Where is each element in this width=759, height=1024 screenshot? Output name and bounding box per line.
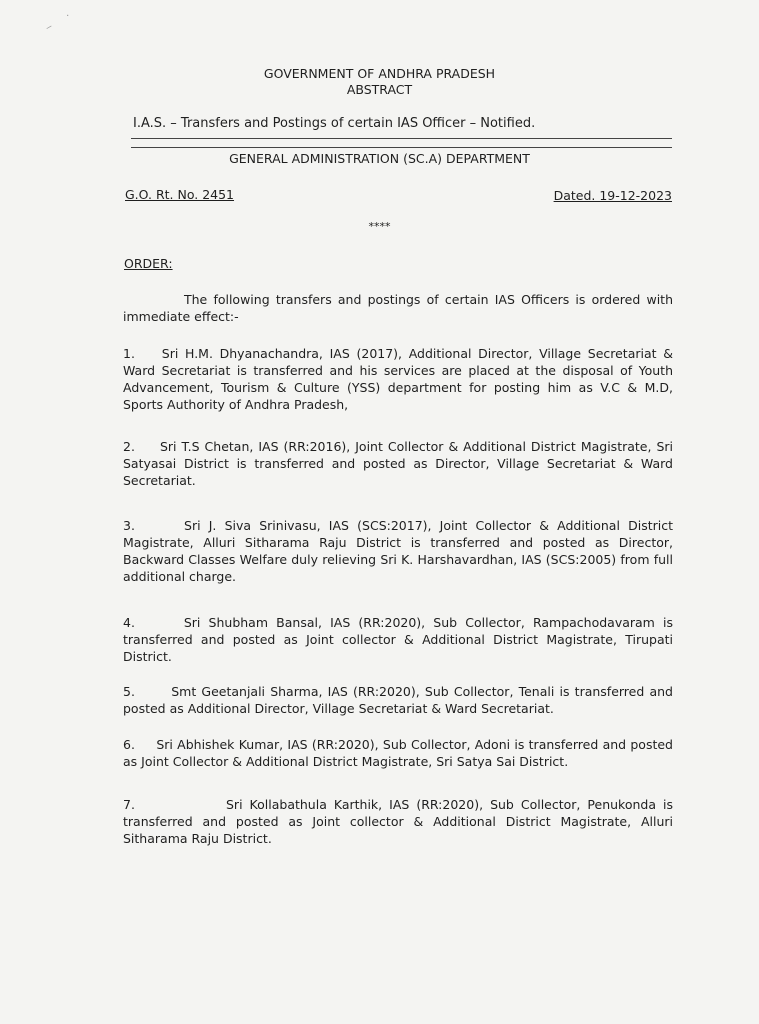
order-item-6 <box>123 736 673 770</box>
item-text: Sri Shubham Bansal, IAS (RR:2020), Sub Collector, Rampachodavaram is transferred and posted as Joint collector & Additional District Magistrate, Tirupati District. <box>123 615 673 664</box>
separator-stars: **** <box>368 220 391 233</box>
item-number: 4. <box>123 615 135 630</box>
dated: Dated. 19-12-2023 <box>553 188 672 203</box>
abstract-title: ABSTRACT <box>346 82 413 97</box>
order-item-7 <box>123 796 673 847</box>
item-text: Sri H.M. Dhyanachandra, IAS (2017), Additional Director, Village Secretariat & Ward Secretariat is transferred and his services are placed at the disposal of Youth Advancement, Tourism & Culture (YSS) department for posting him as V.C & M.D, Sports Authority of Andhra Pradesh, <box>123 346 673 412</box>
item-number: 6. <box>123 737 135 752</box>
item-number: 3. <box>123 518 135 533</box>
go-number: G.O. Rt. No. 2451 <box>125 187 235 202</box>
department-title: GENERAL ADMINISTRATION (SC.A) DEPARTMENT <box>229 151 530 166</box>
order-intro: The following transfers and postings of certain IAS Officers is ordered with immediate effect:- <box>123 292 673 324</box>
item-number: 2. <box>123 439 135 454</box>
item-text: Sri J. Siva Srinivasu, IAS (SCS:2017), Joint Collector & Additional District Magistrate, Alluri Sitharama Raju District is transferred and posted as Director, Backward Classes Welfare duly relieving Sri K. Harshavardhan, IAS (SCS:2005) from full additional charge. <box>123 518 673 584</box>
item-number: 1. <box>123 346 135 361</box>
scan-mark-icon: ‒ <box>43 21 55 34</box>
scan-mark-icon: ․ <box>66 8 70 19</box>
order-item-5 <box>123 683 673 717</box>
item-number: 5. <box>123 684 135 699</box>
order-item-3 <box>123 517 673 585</box>
order-item-2 <box>123 438 673 489</box>
order-item-1 <box>123 345 673 413</box>
item-number: 7. <box>123 797 135 812</box>
item-text: Smt Geetanjali Sharma, IAS (RR:2020), Sub Collector, Tenali is transferred and posted as Additional Director, Village Secretariat & Ward Secretariat. <box>123 684 673 716</box>
order-item-4 <box>123 614 673 665</box>
item-text: Sri Abhishek Kumar, IAS (RR:2020), Sub Collector, Adoni is transferred and posted as Joint Collector & Additional District Magistrate, Sri Satya Sai District. <box>123 737 673 769</box>
item-text: Sri Kollabathula Karthik, IAS (RR:2020), Sub Collector, Penukonda is transferred and posted as Joint collector & Additional District Magistrate, Alluri Sitharama Raju District. <box>123 797 673 846</box>
double-rule-divider <box>131 138 672 148</box>
item-text: Sri T.S Chetan, IAS (RR:2016), Joint Collector & Additional District Magistrate, Sri Satyasai District is transferred and posted as Director, Village Secretariat & Ward Secretariat. <box>123 439 674 488</box>
subject-line: I.A.S. – Transfers and Postings of certain IAS Officer – Notified. <box>133 116 536 131</box>
order-heading: ORDER: <box>124 256 173 271</box>
government-title: GOVERNMENT OF ANDHRA PRADESH <box>263 66 496 81</box>
